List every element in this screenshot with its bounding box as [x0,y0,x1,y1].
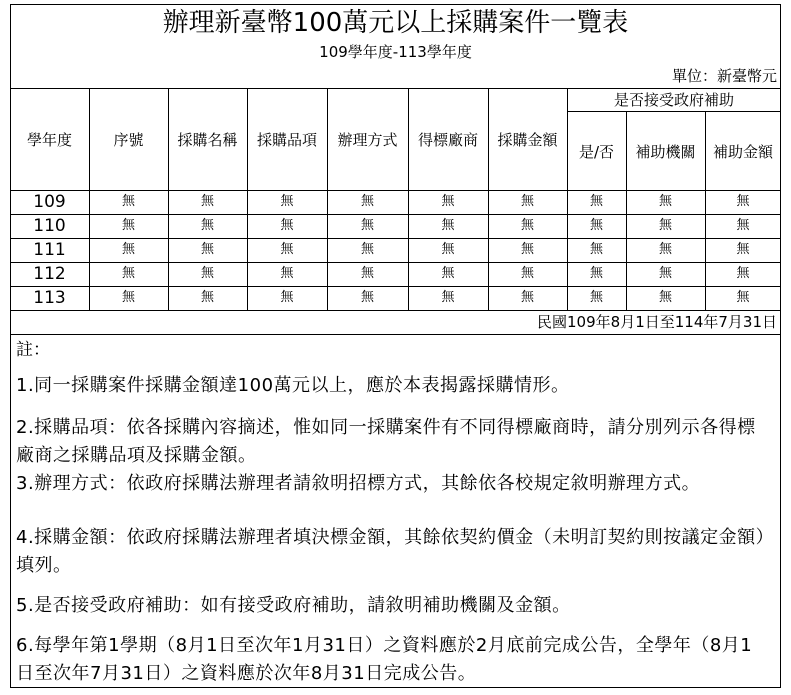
amount-cell: 無 [520,194,534,209]
note-item: 3.辦理方式：依政府採購法辦理者請敘明招標方式，其餘依各校規定敘明辦理方式。 [16,473,701,494]
subsidy-amount-cell: 無 [736,266,750,281]
item-cell: 無 [280,218,294,233]
agency-cell: 無 [658,218,672,233]
header-method: 辦理方式 [337,131,398,149]
year-cell: 112 [33,264,66,284]
method-cell: 無 [360,290,374,305]
year-cell: 113 [33,288,66,308]
unit-label: 單位：新臺幣元 [671,67,777,85]
header-agency: 補助機關 [635,143,696,161]
period-row-bottom-border [10,334,781,335]
year-cell: 109 [33,192,66,212]
yes-no-cell: 無 [589,242,603,257]
header-yes-no: 是/否 [578,143,615,161]
subsidy-amount-cell: 無 [736,290,750,305]
subsidy-amount-cell: 無 [736,218,750,233]
serial-cell: 無 [121,266,135,281]
vendor-cell: 無 [441,266,455,281]
method-cell: 無 [360,218,374,233]
vendor-cell: 無 [441,242,455,257]
note-item: 6.每學年第1學期（8月1日至次年1月31日）之資料應於2月底前完成公告，全學年（8月1日至次年7月31日）之資料應於次年8月31日完成公告。 [16,635,753,684]
item-cell: 無 [280,194,294,209]
page-subtitle: 109學年度-113學年度 [319,43,472,61]
agency-cell: 無 [658,290,672,305]
note-item: 2.採購品項：依各採購內容摘述，惟如同一採購案件有不同得標廠商時，請分別列示各得標廠商之採購品項及採購金額。 [16,417,756,466]
agency-cell: 無 [658,194,672,209]
item-cell: 無 [280,242,294,257]
note-item: 5.是否接受政府補助：如有接受政府補助，請敘明補助機關及金額。 [16,595,571,616]
name-cell: 無 [200,194,214,209]
name-cell: 無 [200,290,214,305]
reporting-period: 民國109年8月1日至114年7月31日 [537,313,777,331]
serial-cell: 無 [121,194,135,209]
yes-no-cell: 無 [589,266,603,281]
year-cell: 111 [33,240,66,260]
amount-cell: 無 [520,290,534,305]
yes-no-cell: 無 [589,194,603,209]
header-item: 採購品項 [256,131,317,149]
table-top-border [10,88,781,89]
vendor-cell: 無 [441,290,455,305]
amount-cell: 無 [520,242,534,257]
notes-label: 註： [16,340,50,360]
subsidy-amount-cell: 無 [736,242,750,257]
header-subsidy-group: 是否接受政府補助 [613,91,734,109]
note-item: 1.同一採購案件採購金額達100萬元以上，應於本表揭露採購情形。 [16,375,570,396]
yes-no-cell: 無 [589,290,603,305]
page-title: 辦理新臺幣100萬元以上採購案件一覽表 [162,8,629,38]
serial-cell: 無 [121,290,135,305]
serial-cell: 無 [121,218,135,233]
header-subsidy-amount: 補助金額 [712,143,773,161]
header-amount: 採購金額 [497,131,558,149]
header-serial: 序號 [113,131,144,149]
vendor-cell: 無 [441,218,455,233]
amount-cell: 無 [520,266,534,281]
method-cell: 無 [360,266,374,281]
name-cell: 無 [200,242,214,257]
name-cell: 無 [200,218,214,233]
yes-no-cell: 無 [589,218,603,233]
item-cell: 無 [280,290,294,305]
note-item: 4.採購金額：依政府採購法辦理者填決標金額，其餘依契約價金（未明訂契約則按議定金額）填列。 [16,527,766,576]
header-vendor: 得標廠商 [417,131,478,149]
method-cell: 無 [360,194,374,209]
year-cell: 110 [33,216,66,236]
agency-cell: 無 [658,266,672,281]
vendor-cell: 無 [441,194,455,209]
item-cell: 無 [280,266,294,281]
table-body-bottom-border [10,310,781,311]
header-year: 學年度 [26,131,72,149]
method-cell: 無 [360,242,374,257]
name-cell: 無 [200,266,214,281]
subsidy-group-divider [567,111,781,112]
agency-cell: 無 [658,242,672,257]
amount-cell: 無 [520,218,534,233]
serial-cell: 無 [121,242,135,257]
subsidy-amount-cell: 無 [736,194,750,209]
header-name: 採購名稱 [177,131,238,149]
